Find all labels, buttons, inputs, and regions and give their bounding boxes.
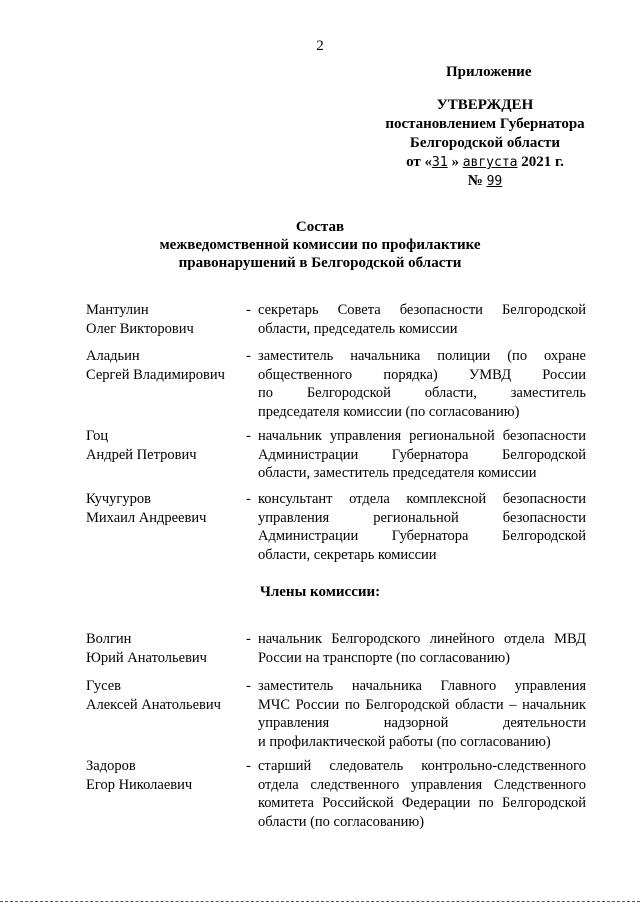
person-name [86, 301, 246, 338]
number-prefix: № [467, 173, 483, 189]
person-role [258, 630, 586, 667]
approval-date [378, 153, 592, 172]
role-line: области, председатель комиссии [258, 320, 458, 337]
role-line: управления надзорной деятельности [258, 715, 586, 731]
date-day: 31 [432, 155, 448, 170]
person-surname: Гоц [86, 428, 109, 444]
scan-edge-line [0, 901, 640, 903]
person-surname: Кучугуров [86, 491, 151, 507]
person-role [258, 757, 586, 831]
person-name [86, 347, 246, 384]
dash: - [246, 348, 251, 364]
person-role [258, 427, 586, 483]
person-name [86, 427, 246, 464]
role-line: старший следователь контрольно-следственного [258, 758, 586, 774]
role-line: общественного порядка) УМВД России [258, 366, 586, 383]
person-given-name: Андрей Петрович [86, 446, 197, 463]
role-line: председателя комиссии (по согласованию) [258, 403, 520, 420]
role-line: заместитель начальника Главного управления [258, 678, 586, 694]
role-line: начальник управления региональной безопасности [258, 428, 586, 444]
role-line: заместитель начальника полиции (по охране [258, 348, 586, 364]
person-given-name: Егор Николаевич [86, 776, 193, 793]
person-given-name: Михаил Андреевич [86, 509, 207, 526]
role-line: консультант отдела комплексной безопасности [258, 491, 586, 507]
approval-number [378, 172, 592, 191]
person-surname: Гусев [86, 678, 121, 694]
person-role [258, 347, 586, 421]
role-line: России на транспорте (по согласованию) [258, 649, 511, 666]
role-line: начальник Белгородского линейного отдела МВД [258, 631, 586, 647]
date-prefix: от « [406, 154, 433, 170]
person-surname: Мантулин [86, 302, 149, 318]
person-given-name: Алексей Анатольевич [86, 696, 221, 713]
date-month: августа [462, 155, 518, 170]
approval-line-region: Белгородской области [409, 135, 561, 151]
number-value: 99 [486, 174, 503, 189]
page-number: 2 [316, 38, 324, 54]
role-line: Администрации Губернатора Белгородской [258, 528, 586, 544]
dash: - [246, 758, 251, 774]
approval-block [378, 96, 592, 191]
role-line: управления региональной безопасности [258, 509, 586, 526]
appendix-label: Приложение [446, 64, 532, 80]
dash: - [246, 428, 251, 444]
dash: - [246, 678, 251, 694]
members-heading: Члены комиссии: [259, 584, 381, 600]
person-surname: Волгин [86, 631, 132, 647]
role-line: отдела следственного управления Следственного [258, 776, 586, 793]
role-line: и профилактической работы (по согласованию) [258, 733, 551, 750]
person-name [86, 490, 246, 527]
person-name [86, 630, 246, 667]
person-name [86, 677, 246, 714]
role-line: по Белгородской области, заместитель [258, 385, 586, 401]
role-line: секретарь Совета безопасности Белгородской [258, 302, 586, 318]
dash: - [246, 302, 251, 318]
date-year: 2021 г. [521, 154, 564, 170]
date-mid: » [451, 154, 459, 170]
person-given-name: Олег Викторович [86, 320, 194, 337]
person-role [258, 490, 586, 564]
dash: - [246, 491, 251, 507]
dash: - [246, 631, 251, 647]
title-line-1: Состав [295, 219, 345, 235]
approval-line-decree: постановлением Губернатора [385, 116, 585, 132]
person-role [258, 677, 586, 751]
role-line: Администрации Губернатора Белгородской [258, 446, 586, 463]
person-surname: Задоров [86, 758, 136, 774]
person-surname: Аладьин [86, 348, 140, 364]
role-line: комитета Российской Федерации по Белгородской [258, 795, 586, 811]
person-given-name: Юрий Анатольевич [86, 649, 207, 666]
person-name [86, 757, 246, 794]
person-given-name: Сергей Владимирович [86, 366, 225, 383]
role-line: области, заместитель председателя комиссии [258, 465, 537, 481]
title-line-2: межведомственной комиссии по профилактике [159, 237, 481, 253]
approval-line-approved: УТВЕРЖДЕН [436, 97, 534, 113]
document-title [0, 218, 640, 272]
role-line: МЧС России по Белгородской области – начальник [258, 696, 586, 713]
title-line-3: правонарушений в Белгородской области [178, 255, 462, 271]
role-line: области (по согласованию) [258, 813, 425, 830]
person-role [258, 301, 586, 338]
role-line: области, секретарь комиссии [258, 546, 437, 563]
